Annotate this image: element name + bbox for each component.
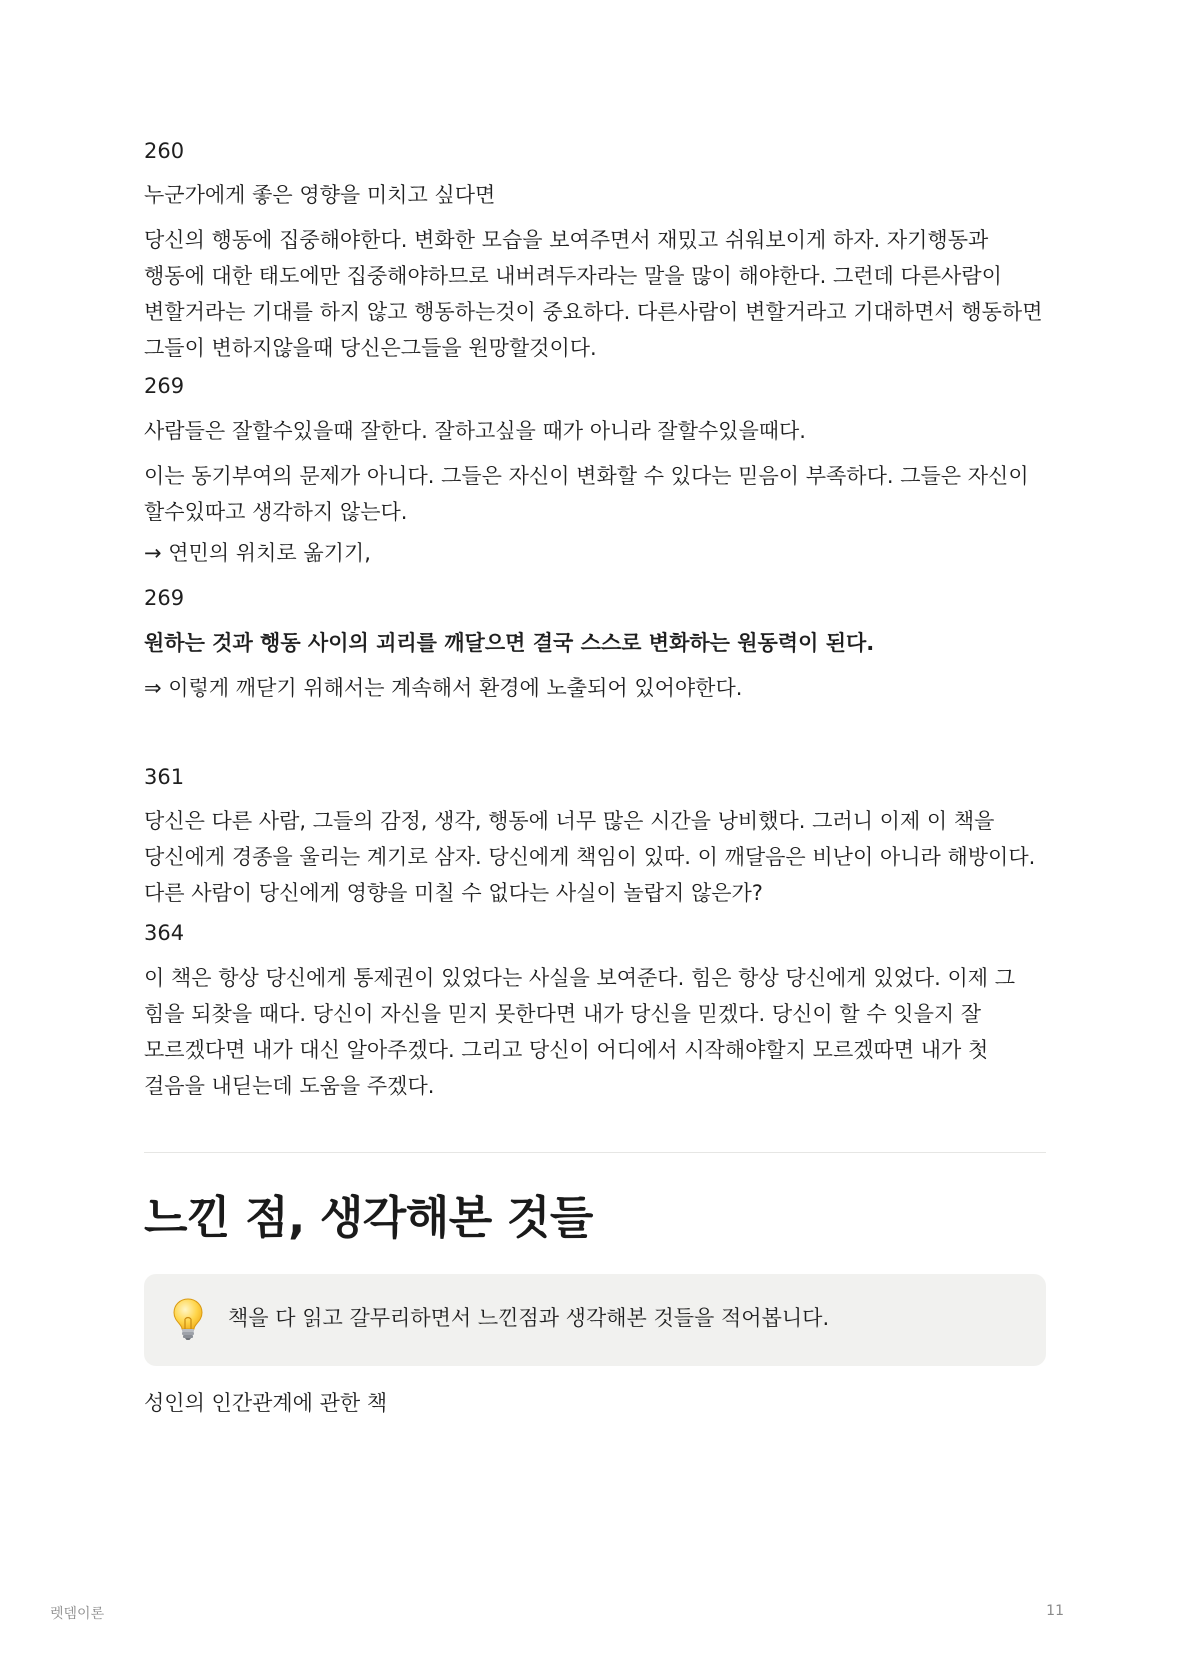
section-divider — [144, 1152, 1046, 1153]
entry-highlight: 원하는 것과 행동 사이의 괴리를 깨달으면 결국 스스로 변화하는 원동력이 된다. — [144, 631, 875, 655]
section-heading: 느낀 점, 생각해본 것들 — [144, 1191, 593, 1244]
entry-number: 269 — [144, 586, 185, 610]
entry-number: 364 — [144, 921, 185, 945]
entry-paragraph: 당신은 다른 사람, 그들의 감정, 생각, 행동에 너무 많은 시간을 낭비했다. 그러니 이제 이 책을 당신에게 경종을 울리는 계기로 삼자. 당신에게 책임이 있따. 이 깨달음은 비난이 아니라 해방이다. 다른 사람이 당신에게 영향을 미칠 수 없다는 사실이 놀랍지 않은가? — [144, 809, 1036, 905]
entry-number: 269 — [144, 374, 185, 398]
entry-note: → 연민의 위치로 옮기기, — [144, 541, 371, 565]
entry-text: 사람들은 잘할수있을때 잘한다. 잘하고싶을 때가 아니라 잘할수있을때다. — [144, 419, 806, 443]
entry-text: 누군가에게 좋은 영향을 미치고 싶다면 — [144, 183, 496, 207]
entry-note: ⇒ 이렇게 깨닫기 위해서는 계속해서 환경에 노출되어 있어야한다. — [144, 676, 743, 700]
callout-text: 책을 다 읽고 갈무리하면서 느낀점과 생각해본 것들을 적어봅니다. — [228, 1306, 830, 1330]
entry-paragraph: 당신의 행동에 집중해야한다. 변화한 모습을 보여주면서 재밌고 쉬워보이게 하자. 자기행동과 행동에 대한 태도에만 집중해야하므로 내버려두자라는 말을 많이 해야한다. 그런데 다른사람이 변할거라는 기대를 하지 않고 행동하는것이 중요하다. 다른사람이 변할거라고 기대하면서 행동하면 그들이 변하지않을때 당신은그들을 원망할것이다. — [144, 228, 1043, 360]
page-number: 11 — [1046, 1603, 1064, 1619]
callout-box — [144, 1274, 1046, 1366]
entry-number: 260 — [144, 139, 185, 163]
section-body-text: 성인의 인간관계에 관한 책 — [144, 1391, 388, 1415]
lightbulb-icon — [172, 1297, 204, 1341]
entry-number: 361 — [144, 765, 185, 789]
footer-title: 렛뎀이론 — [50, 1606, 105, 1622]
entry-paragraph: 이는 동기부여의 문제가 아니다. 그들은 자신이 변화할 수 있다는 믿음이 부족하다. 그들은 자신이 할수있따고 생각하지 않는다. — [144, 464, 1029, 524]
entry-paragraph: 이 책은 항상 당신에게 통제권이 있었다는 사실을 보여준다. 힘은 항상 당신에게 있었다. 이제 그 힘을 되찾을 때다. 당신이 자신을 믿지 못한다면 내가 당신을 믿겠다. 당신이 할 수 잇을지 잘 모르겠다면 내가 대신 알아주겠다. 그리고 당신이 어디에서 시작해야할지 모르겠따면 내가 첫 걸음을 내딛는데 도움을 주겠다. — [144, 966, 1015, 1098]
